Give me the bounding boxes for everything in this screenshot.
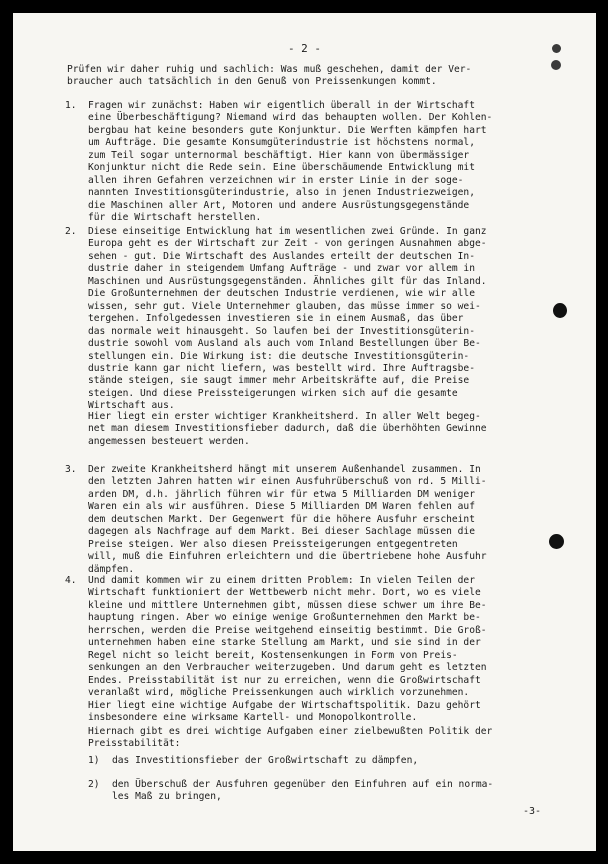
section-line: stände steigen, sie saugt immer mehr Arbeitskräfte auf, die Preise [88, 375, 470, 387]
section-line: Wirtschaft funktioniert der Wettbewerb nicht mehr. Dort, wo es viele [88, 587, 481, 599]
section-line: tergehen. Infolgedessen investieren sie in einem Ausmaß, das über [88, 313, 464, 325]
section-line: Wirtschaft aus. [88, 400, 175, 412]
section-line: hauptung ringen. Aber wo einige wenige Großunternehmen den Markt be- [88, 612, 481, 624]
section-line: den letzten Jahren hatten wir einen Ausfuhrüberschuß von rd. 5 Milli- [88, 476, 487, 488]
section-line: kleine und mittlere Unternehmen gibt, müssen diese schwer um ihre Be- [88, 599, 487, 611]
section-note-line: net man diesem Investitionsfieber dadurch, daß die überhöhten Gewinne [88, 423, 487, 435]
section-line: stellungen ein. Die Wirkung ist: die deutsche Investitionsgüterin- [88, 350, 470, 362]
section-line: herrschen, werden die Preise weitgehend einseitig bestimmt. Die Groß- [88, 624, 487, 636]
task-line: les Maß zu bringen, [112, 791, 222, 803]
list-marker: 2. [65, 226, 77, 237]
section-note-line: Hiernach gibt es drei wichtige Aufgaben einer zielbewußten Politik der [88, 726, 493, 737]
section-note-line: Preisstabilität: [88, 738, 181, 750]
section-line: senkungen an den Verbraucher weiterzugeben. Und darum geht es letzten [88, 662, 487, 674]
section-line: um Aufträge. Die gesamte Konsumgüterindustrie ist höchstens normal, [88, 137, 475, 149]
section-line: die Maschinen aller Art, Motoren und andere Ausrüstungsgegenstände [88, 199, 470, 211]
list-marker: 2) [88, 779, 100, 790]
list-marker: 4. [65, 575, 77, 586]
section-note-line: angemessen besteuert werden. [88, 435, 250, 447]
section-line: dem deutschen Markt. Der Gegenwert für die höhere Ausfuhr erscheint [88, 513, 475, 525]
section-line: veranlaßt wird, mögliche Preissenkungen auch wirklich vorzunehmen. [88, 687, 470, 699]
section-line: sehen - gut. Die Wirtschaft des Auslandes erteilt der deutschen In- [88, 250, 475, 262]
task-line: das Investitionsfieber der Großwirtschaft zu dämpfen, [112, 755, 419, 766]
section-line: eine Überbeschäftigung? Niemand wird das behaupten wollen. Der Kohlen- [88, 112, 493, 124]
section-line: nannten Investitionsgüterindustrie, also in jenen Industriezweigen, [88, 187, 475, 199]
section-line: Konjunktur nicht die Rede sein. Eine überschäumende Entwicklung mit [88, 162, 475, 174]
task-line: den Überschuß der Ausfuhren gegenüber den Einfuhren auf ein norma- [112, 779, 494, 790]
section-line: Hier liegt eine wichtige Aufgabe der Wirtschaftspolitik. Dazu gehört [88, 699, 481, 711]
next-page-marker: -3- [523, 806, 542, 817]
section-line: will, muß die Einfuhren erleichtern und die übertriebene hohe Ausfuhr [88, 551, 487, 563]
intro-line: Prüfen wir daher ruhig und sachlich: Was muß geschehen, damit der Ver- [67, 64, 472, 75]
section-line: für die Wirtschaft herstellen. [88, 212, 262, 224]
section-line: insbesondere eine wirksame Kartell- und Monopolkontrolle. [88, 711, 418, 723]
section-line: bergbau hat keine besonders gute Konjunktur. Die Werften kämpfen hart [88, 124, 487, 136]
section-line: dustrie kann gar nicht liefern, was bestellt wird. Ihre Auftragsbe- [88, 362, 475, 374]
section-line: dustrie daher in steigendem Umfang Aufträge - und zwar vor allem in [88, 263, 475, 275]
section-line: wissen, sehr gut. Viele Unternehmer glauben, das müsse immer so wei- [88, 300, 481, 312]
ink-blot [553, 303, 567, 318]
ink-blot [549, 534, 564, 549]
section-line: dämpfen. [88, 563, 135, 575]
section-line: Fragen wir zunächst: Haben wir eigentlich überall in der Wirtschaft [88, 100, 475, 111]
section-line: das normale weit hinausgeht. So laufen bei der Investitionsgüterin- [88, 325, 475, 337]
section-line: Und damit kommen wir zu einem dritten Problem: In vielen Teilen der [88, 575, 475, 586]
section-line: zum Teil sogar unternormal beschäftigt. Hier kann von übermässiger [88, 149, 470, 161]
section-line: Preise steigen. Wer also diesen Preissteigerungen entgegentreten [88, 538, 458, 550]
list-marker: 1. [65, 100, 77, 111]
punch-hole [551, 60, 561, 70]
section-line: Der zweite Krankheitsherd hängt mit unserem Außenhandel zusammen. In [88, 464, 481, 475]
section-line: Waren ein als wir ausführen. Diese 5 Milliarden DM Waren fehlen auf [88, 501, 475, 513]
document-page [13, 13, 596, 851]
list-marker: 1) [88, 755, 100, 766]
section-line: steigen. Und diese Preissteigerungen wirken sich auf die gesamte [88, 387, 458, 399]
section-line: Endes. Preisstabilität ist nur zu erreichen, wenn die Großwirtschaft [88, 674, 481, 686]
section-line: arden DM, d.h. jährlich führen wir für etwa 5 Milliarden DM weniger [88, 488, 475, 500]
section-line: dustrie sowohl vom Ausland als auch vom Inland Bestellungen über Be- [88, 338, 481, 350]
page-number: - 2 - [287, 42, 322, 55]
section-note-line: Hier liegt ein erster wichtiger Krankheitsherd. In aller Welt begeg- [88, 411, 481, 422]
section-line: Maschinen und Ausrüstungsgegenständen. Ähnliches gilt für das Inland. [88, 275, 487, 287]
section-line: allen ihren Gefahren verzeichnen wir in erster Linie in der soge- [88, 174, 464, 186]
section-line: Europa geht es der Wirtschaft zur Zeit - von geringen Ausnahmen abge- [88, 238, 487, 250]
section-line: unternehmen haben eine starke Stellung am Markt, und sie sind in der [88, 637, 481, 649]
section-line: dagegen als Nachfrage auf dem Markt. Bei dieser Sachlage müssen die [88, 526, 475, 538]
section-line: Regel nicht so leicht bereit, Kostensenkungen in Form von Preis- [88, 649, 458, 661]
section-line: Diese einseitige Entwicklung hat im wesentlichen zwei Gründe. In ganz [88, 226, 487, 237]
intro-line: braucher auch tatsächlich in den Genuß von Preissenkungen kommt. [67, 76, 437, 88]
list-marker: 3. [65, 464, 77, 475]
section-line: Die Großunternehmen der deutschen Industrie verdienen, wie wir alle [88, 288, 475, 300]
